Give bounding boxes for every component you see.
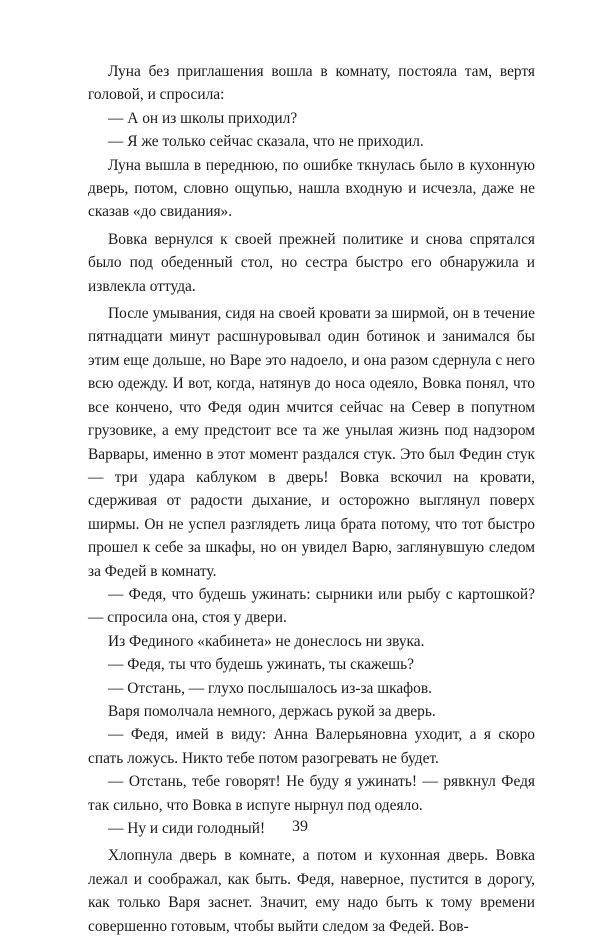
dialogue-line: — Я же только сейчас сказала, что не приходил. [108, 133, 424, 151]
dialogue-line: — А он из школы приходил? [108, 109, 298, 127]
paragraph-door-slammed: Хлопнула дверь в комнате, а потом и кухонная дверь. Вовка лежал и соображал, как быть. Федя, наверное, пустится в дорогу, как только Варя заснет. Значит, ему надо быть к тому времени совершенно готовым, чтобы выйти следом за Федей. Вов- [88, 847, 535, 935]
dialogue-line: — Отстань, тебе говорят! Не буду я ужинать! — рявкнул Федя так сильно, что Вовка в испуге нырнул под одеяло. [88, 773, 535, 814]
dialogue-line: — Ну и сиди голодный! [108, 820, 266, 837]
paragraph-vovka-returned: Вовка вернулся к своей прежней политике и снова спрятался было под обеденный стол, но сестра быстро его обнаружила и извлекла оттуда. [88, 230, 535, 295]
dialogue-line: — Федя, имей в виду: Анна Валерьяновна уходит, а я скоро спать ложусь. Никто тебе потом разогревать не будет. [88, 726, 535, 767]
dialogue-line: — Федя, ты что будешь ужинать, ты скажешь? [108, 656, 414, 674]
paragraph-no-sound: Из Фединого «кабинета» не донеслось ни звука. [108, 632, 425, 650]
paragraph-luna-left: Луна вышла в переднюю, по ошибке ткнулась было в кухонную дверь, потом, словно ощупью, нашла входную и исчезла, даже не сказав «до свидания». [88, 156, 535, 221]
paragraph-varya-paused: Варя помолчала немного, держась рукой за дверь. [108, 702, 436, 720]
paragraph-luna-entered: Луна без приглашения вошла в комнату, постояла там, вертя головой, и спросила: [88, 63, 535, 104]
paragraph-after-washing: После умывания, сидя на своей кровати за ширмой, он в течение пятнадцати минут расшнуровывал один ботинок и занимался бы этим еще дольше, но Варе это надоело, и она разом сдернула с него всю одежду. И вот, когда, натянув до носа одеяло, Вовка понял, что все кончено, что Федя один мчится сейчас на Север в попутном грузовике, а ему предстоит все та же унылая жизнь под надзором Варвары, именно в этот момент раздался стук. Это был Федин стук — три удара каблуком в дверь! Вовка вскочил на кровати, сдерживая от радости дыхание, и осторожно выглянул поверх ширмы. Он не успел разглядеть лица брата потому, что тот быстро прошел к себе за шкафы, но он увидел Варю, заглянувшую следом за Федей в комнату. [88, 305, 535, 580]
dialogue-line: — Отстань, — глухо послышалось из-за шкафов. [108, 679, 432, 697]
dialogue-line: — Федя, что будешь ужинать: сырники или рыбу с картошкой? — спросила она, стоя у двери. [88, 585, 535, 627]
page-number: 39 [292, 818, 308, 835]
body-text [88, 60, 535, 938]
